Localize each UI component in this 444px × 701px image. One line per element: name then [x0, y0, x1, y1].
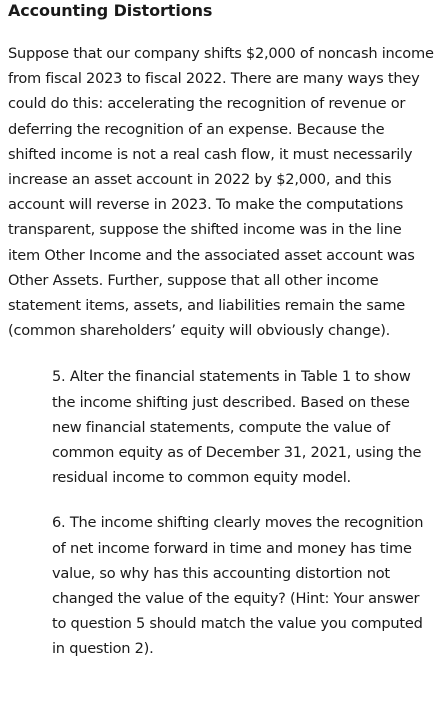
document-page: [0, 1, 444, 701]
document-title: Accounting Distortions: [8, 1, 213, 20]
question-6: 6. The income shifting clearly moves the recognition of net income forward in time and money has time value, so why has this accounting distortion not changed the value of the equity? (Hint: Your answer to question 5 should match the value you computed in question 2).: [52, 514, 424, 658]
question-5: 5. Alter the financial statements in Table 1 to show the income shifting just described. Based on these new financial statements, compute the value of common equity as of December 31, 2021, using the residual income to common equity model.: [52, 368, 422, 487]
intro-paragraph: Suppose that our company shifts $2,000 of noncash income from fiscal 2023 to fiscal 2022. There are many ways they could do this: accelerating the recognition of revenue or deferring the recognition of an expense. Because the shifted income is not a real cash flow, it must necessarily increase an asset account in 2022 by $2,000, and this account will reverse in 2023. To make the computations transparent, suppose the shifted income was in the line item Other Income and the associated asset account was Other Assets. Further, suppose that all other income statement items, assets, and liabilities remain the same (common shareholders’ equity will obviously change).: [8, 45, 434, 340]
